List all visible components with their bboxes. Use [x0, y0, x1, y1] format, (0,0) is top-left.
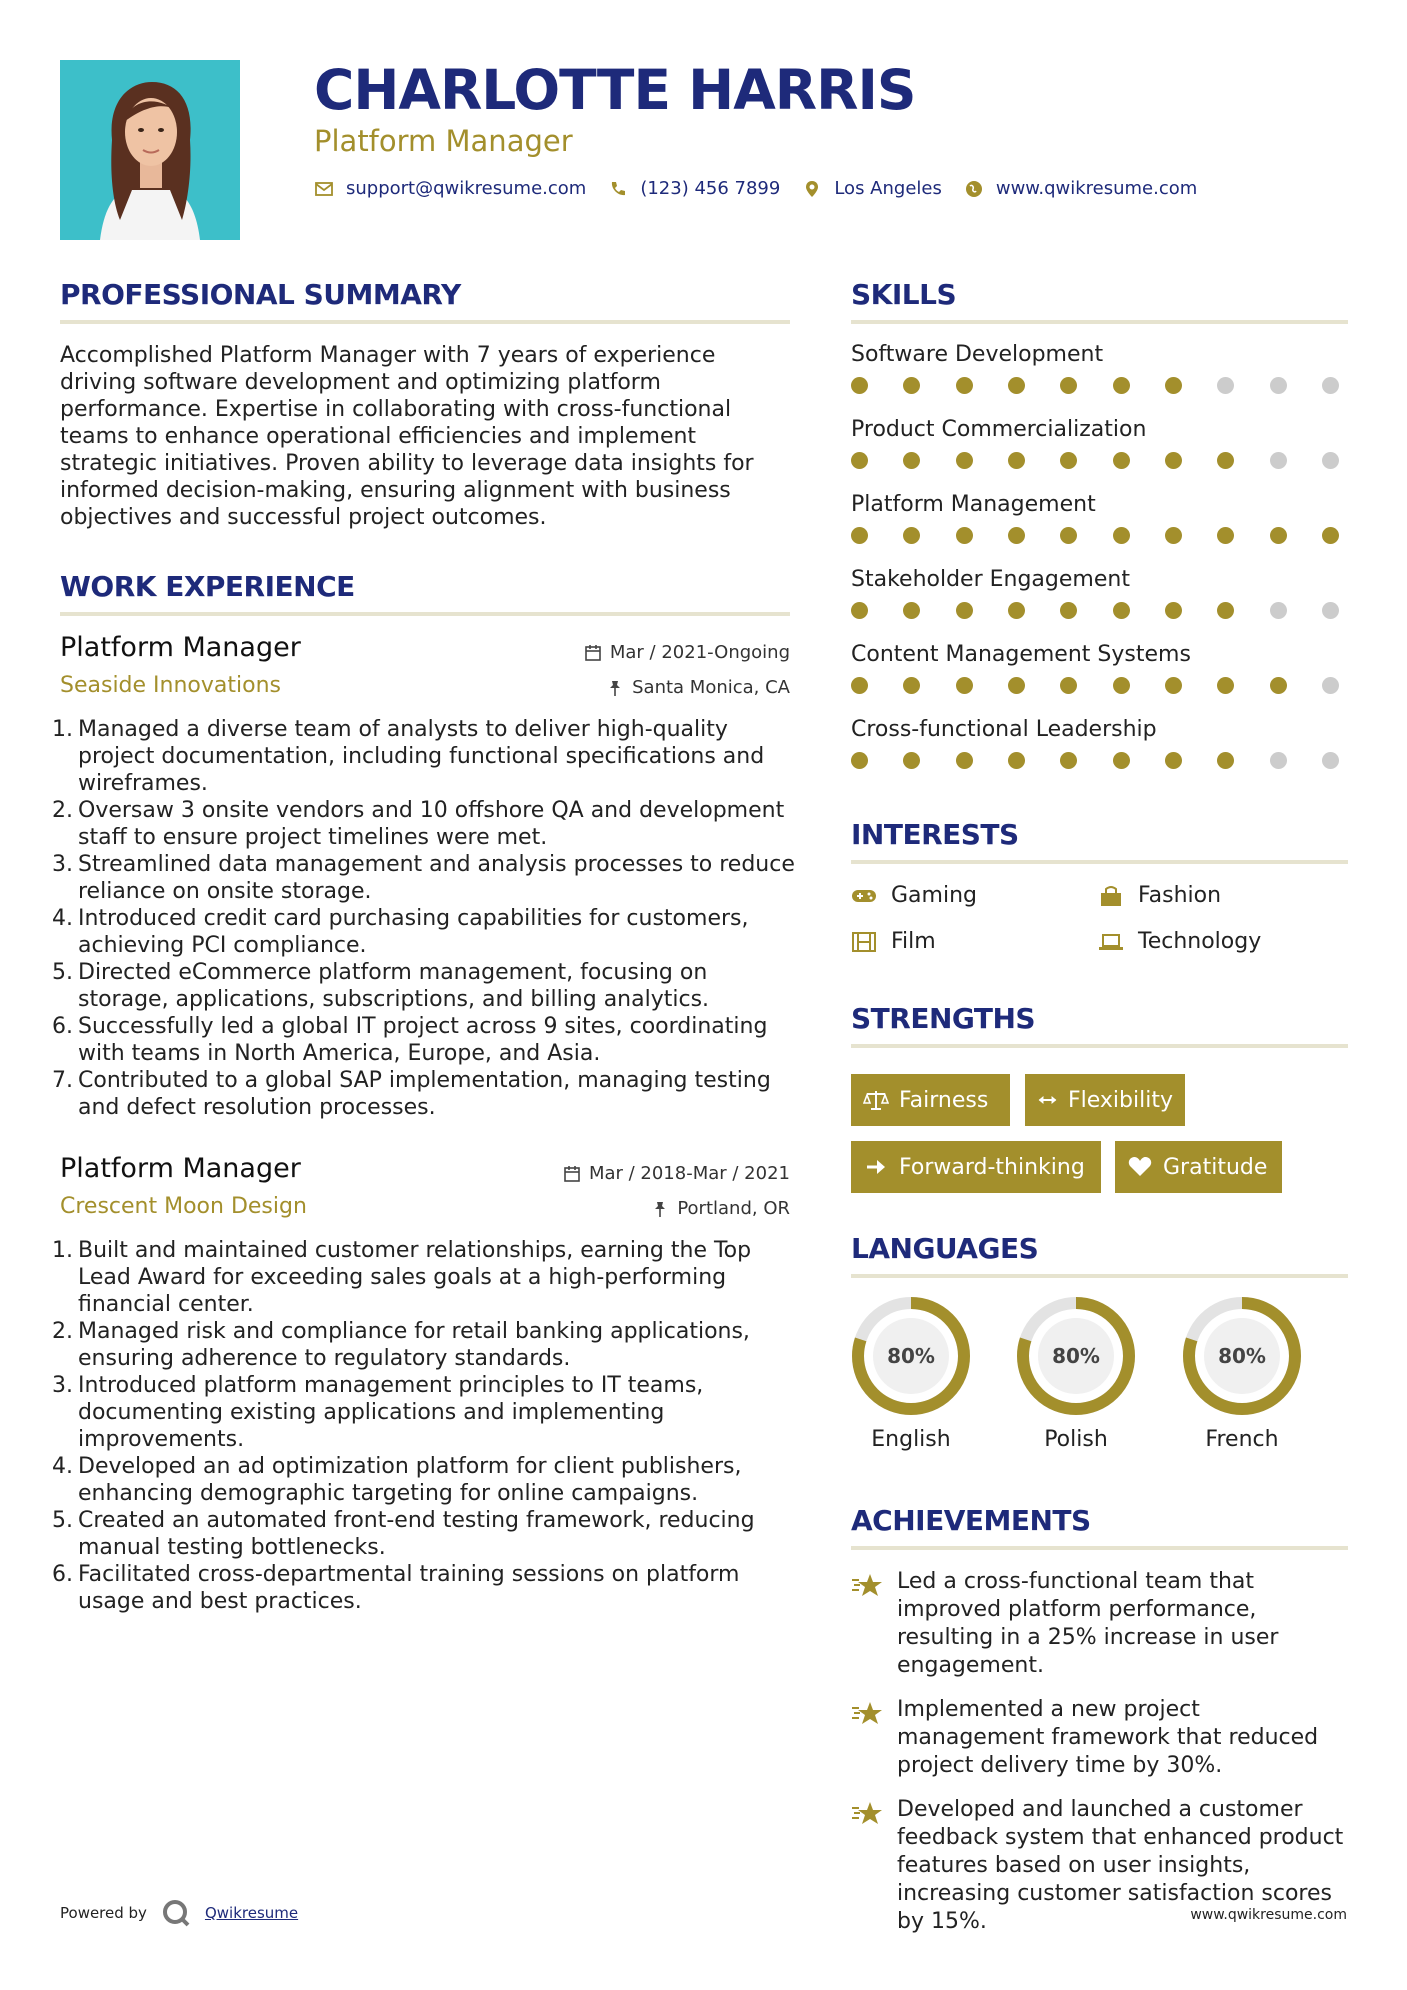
skill-dot — [956, 377, 973, 394]
list-item: 1. Built and maintained customer relationships, earning the Top Lead Award for exceeding sales goals at a high-performing financial center. — [52, 1238, 752, 1317]
skill-dot — [1217, 377, 1234, 394]
interest-item — [1098, 929, 1261, 954]
list-item: 3. Introduced platform management principles to IT teams, documenting existing applications and implementing improvements. — [52, 1373, 704, 1452]
skill-dot — [1165, 677, 1182, 694]
globe-icon — [964, 179, 984, 199]
skill-dot — [1113, 527, 1130, 544]
job-dates-text: Mar / 2021-Ongoing — [609, 642, 790, 663]
skill-dot — [1322, 527, 1339, 544]
job-company: Seaside Innovations — [60, 673, 281, 698]
language-item — [1015, 1295, 1137, 1452]
contact-email-text: support@qwikresume.com — [346, 178, 587, 199]
contact-website[interactable] — [964, 178, 1197, 199]
contact-location-text: Los Angeles — [834, 178, 942, 199]
job-company: Crescent Moon Design — [60, 1194, 307, 1219]
contact-bar — [314, 178, 1205, 199]
contact-location — [802, 178, 942, 199]
skill-rating — [851, 752, 1339, 772]
skill-dot — [1165, 752, 1182, 769]
job-dates-text: Mar / 2018-Mar / 2021 — [588, 1163, 790, 1184]
strength-badge — [1115, 1141, 1282, 1193]
skill-dot — [1217, 677, 1234, 694]
arrow-right-icon — [863, 1155, 889, 1179]
list-item: 5. Created an automated front-end testing framework, reducing manual testing bottlenecks. — [52, 1508, 755, 1560]
languages-heading: LANGUAGES — [851, 1232, 1039, 1265]
skill-dot — [1008, 452, 1025, 469]
skill-dot — [1060, 752, 1077, 769]
skill-dot — [1113, 602, 1130, 619]
skill-dot — [1008, 677, 1025, 694]
achievements-divider — [851, 1546, 1348, 1550]
gamepad-icon — [851, 885, 877, 907]
interests-divider — [851, 860, 1348, 864]
skill-rating — [851, 527, 1339, 547]
experience-divider — [60, 612, 790, 616]
skill-rating — [851, 677, 1339, 697]
language-item — [850, 1295, 972, 1452]
achievement-text: Implemented a new project management framework that reduced project delivery time by 30%. — [897, 1697, 1319, 1778]
skill-dot — [1113, 377, 1130, 394]
strength-label: Fairness — [899, 1087, 989, 1113]
job-location — [440, 1198, 790, 1219]
skill-dot — [1322, 452, 1339, 469]
skill-dot — [903, 602, 920, 619]
job-bullets — [52, 1237, 800, 1615]
skill-dot — [956, 527, 973, 544]
skill-name: Platform Management — [851, 492, 1096, 517]
list-item: 2. Managed risk and compliance for retail banking applications, ensuring adherence to regulatory standards. — [52, 1319, 750, 1371]
skill-dot — [1165, 377, 1182, 394]
interests-heading: INTERESTS — [851, 818, 1019, 851]
interest-label: Technology — [1138, 929, 1262, 954]
candidate-role: Platform Manager — [314, 124, 573, 158]
strength-badge — [851, 1074, 1010, 1126]
skill-dot — [1270, 527, 1287, 544]
skills-divider — [851, 320, 1348, 324]
job-location-text: Portland, OR — [677, 1198, 790, 1219]
language-percent: 80% — [1052, 1344, 1100, 1368]
skill-dot — [1270, 377, 1287, 394]
strength-label: Flexibility — [1068, 1087, 1173, 1113]
list-item: 2. Oversaw 3 onsite vendors and 10 offshore QA and development staff to ensure project timelines were met. — [52, 798, 785, 850]
skill-name: Product Commercialization — [851, 417, 1147, 442]
achievement-item — [851, 1696, 1351, 1780]
skill-rating — [851, 377, 1339, 397]
skill-dot — [956, 452, 973, 469]
list-item: 5. Directed eCommerce platform management, focusing on storage, applications, subscriptions, and billing analytics. — [52, 960, 710, 1012]
strength-label: Gratitude — [1163, 1154, 1268, 1180]
strength-label: Forward-thinking — [899, 1154, 1085, 1180]
skill-dot — [1165, 527, 1182, 544]
star-award-icon — [851, 1700, 883, 1728]
contact-website-text: www.qwikresume.com — [995, 178, 1198, 199]
skill-dot — [1217, 527, 1234, 544]
job-dates — [440, 1163, 790, 1184]
language-name: French — [1205, 1427, 1279, 1452]
achievement-text: Led a cross-functional team that improved platform performance, resulting in a 25% increase in user engagement. — [897, 1569, 1279, 1678]
list-item: 6. Successfully led a global IT project across 9 sites, coordinating with teams in North America, Europe, and Asia. — [52, 1014, 768, 1066]
powered-by-label: Powered by — [60, 1904, 147, 1922]
skill-dot — [1165, 602, 1182, 619]
skill-dot — [1322, 602, 1339, 619]
skill-dot — [1060, 527, 1077, 544]
job-title: Platform Manager — [60, 1153, 301, 1184]
skill-rating — [851, 602, 1339, 622]
skill-dot — [851, 452, 868, 469]
skill-dot — [1270, 677, 1287, 694]
summary-heading: PROFESSIONAL SUMMARY — [60, 278, 461, 311]
skill-dot — [851, 602, 868, 619]
calendar-icon — [563, 1165, 581, 1183]
skill-dot — [851, 677, 868, 694]
achievement-text: Developed and launched a customer feedback system that enhanced product features based on user insights, increasing customer satisfaction scores by 15%. — [897, 1797, 1344, 1934]
skill-dot — [851, 377, 868, 394]
candidate-name: CHARLOTTE HARRIS — [314, 58, 916, 122]
skill-dot — [903, 752, 920, 769]
skill-dot — [903, 377, 920, 394]
skill-dot — [1217, 452, 1234, 469]
calendar-icon — [584, 644, 602, 662]
skill-name: Stakeholder Engagement — [851, 567, 1130, 592]
skill-dot — [1008, 377, 1025, 394]
skill-dot — [851, 527, 868, 544]
skill-dot — [1270, 602, 1287, 619]
skill-dot — [1270, 452, 1287, 469]
skill-name: Content Management Systems — [851, 642, 1191, 667]
job-location-text: Santa Monica, CA — [632, 677, 790, 698]
skill-dot — [1113, 752, 1130, 769]
skill-name: Cross-functional Leadership — [851, 717, 1157, 742]
envelope-icon — [314, 179, 334, 199]
language-name: English — [871, 1427, 951, 1452]
skill-dot — [1270, 752, 1287, 769]
brand-link[interactable]: Qwikresume — [204, 1904, 299, 1922]
shopping-bag-icon — [1098, 885, 1124, 907]
skill-dot — [903, 452, 920, 469]
skill-dot — [1008, 752, 1025, 769]
summary-text: Accomplished Platform Manager with 7 years of experience driving software development and optimizing platform performance. Expertise in collaborating with cross-functional teams to enhance operational efficiencies and implement strategic initiatives. Proven ability to leverage data insights for informed decision-making, ensuring alignment with business objectives and successful project outcomes. — [60, 343, 754, 530]
language-name: Polish — [1044, 1427, 1108, 1452]
skill-dot — [1165, 452, 1182, 469]
skill-dot — [1060, 452, 1077, 469]
skill-item — [851, 342, 1339, 397]
language-item — [1181, 1295, 1303, 1452]
skill-dot — [1322, 377, 1339, 394]
skill-dot — [1060, 377, 1077, 394]
strength-badge — [1025, 1074, 1185, 1126]
skill-dot — [1217, 752, 1234, 769]
list-item: 4. Developed an ad optimization platform for client publishers, enhancing demographic targeting for online campaigns. — [52, 1454, 742, 1506]
skill-dot — [956, 602, 973, 619]
phone-icon — [608, 179, 628, 199]
skill-dot — [1217, 602, 1234, 619]
job-bullets — [52, 716, 800, 1121]
skill-item — [851, 492, 1339, 547]
skill-dot — [903, 677, 920, 694]
skills-heading: SKILLS — [851, 278, 957, 311]
job-title: Platform Manager — [60, 632, 301, 663]
arrows-horizontal-icon — [1037, 1088, 1058, 1112]
film-icon — [851, 931, 877, 953]
skill-dot — [1008, 602, 1025, 619]
interest-label: Fashion — [1138, 883, 1222, 908]
skill-item — [851, 567, 1339, 622]
contact-phone[interactable] — [608, 178, 780, 199]
map-pin-icon — [802, 179, 822, 199]
star-award-icon — [851, 1572, 883, 1600]
skill-dot — [1322, 752, 1339, 769]
skill-dot — [956, 677, 973, 694]
achievements-heading: ACHIEVEMENTS — [851, 1504, 1091, 1537]
language-percent: 80% — [887, 1344, 935, 1368]
skill-rating — [851, 452, 1339, 472]
skill-dot — [956, 752, 973, 769]
list-item: 6. Facilitated cross-departmental training sessions on platform usage and best practices. — [52, 1562, 740, 1614]
interest-label: Film — [891, 929, 936, 954]
language-percent: 80% — [1218, 1344, 1266, 1368]
balance-scale-icon — [863, 1088, 889, 1112]
skill-dot — [1060, 602, 1077, 619]
contact-email[interactable] — [314, 178, 586, 199]
footer-powered-by — [60, 1898, 298, 1928]
interest-item — [851, 883, 977, 908]
pin-icon — [651, 1200, 669, 1218]
contact-phone-text: (123) 456 7899 — [640, 178, 781, 199]
star-award-icon — [851, 1800, 883, 1828]
footer-site[interactable]: www.qwikresume.com — [1190, 1907, 1347, 1923]
qwikresume-logo-icon — [161, 1898, 191, 1928]
list-item: 7. Contributed to a global SAP implementation, managing testing and defect resolution processes. — [52, 1068, 771, 1120]
strength-badge — [851, 1141, 1101, 1193]
skill-dot — [1060, 677, 1077, 694]
languages-divider — [851, 1274, 1348, 1278]
list-item: 4. Introduced credit card purchasing capabilities for customers, achieving PCI compliance. — [52, 906, 749, 958]
job-location — [440, 677, 790, 698]
interest-item — [1098, 883, 1221, 908]
strengths-heading: STRENGTHS — [851, 1002, 1036, 1035]
skill-dot — [903, 527, 920, 544]
skill-dot — [1113, 677, 1130, 694]
skill-item — [851, 642, 1339, 697]
pin-icon — [606, 679, 624, 697]
job-dates — [440, 642, 790, 663]
experience-heading: WORK EXPERIENCE — [60, 570, 355, 603]
skill-dot — [1008, 527, 1025, 544]
skill-item — [851, 417, 1339, 472]
strengths-divider — [851, 1044, 1348, 1048]
skill-item — [851, 717, 1339, 772]
achievement-item — [851, 1568, 1351, 1680]
profile-photo — [60, 60, 240, 240]
skill-dot — [1322, 677, 1339, 694]
list-item: 3. Streamlined data management and analysis processes to reduce reliance on onsite storage. — [52, 852, 795, 904]
skill-dot — [1113, 452, 1130, 469]
skill-name: Software Development — [851, 342, 1104, 367]
skill-dot — [851, 752, 868, 769]
laptop-icon — [1098, 931, 1124, 953]
list-item: 1. Managed a diverse team of analysts to deliver high-quality project documentation, including functional specifications and wireframes. — [52, 717, 765, 796]
heart-icon — [1127, 1155, 1153, 1179]
interest-item — [851, 929, 936, 954]
summary-divider — [60, 320, 790, 324]
interest-label: Gaming — [891, 883, 977, 908]
